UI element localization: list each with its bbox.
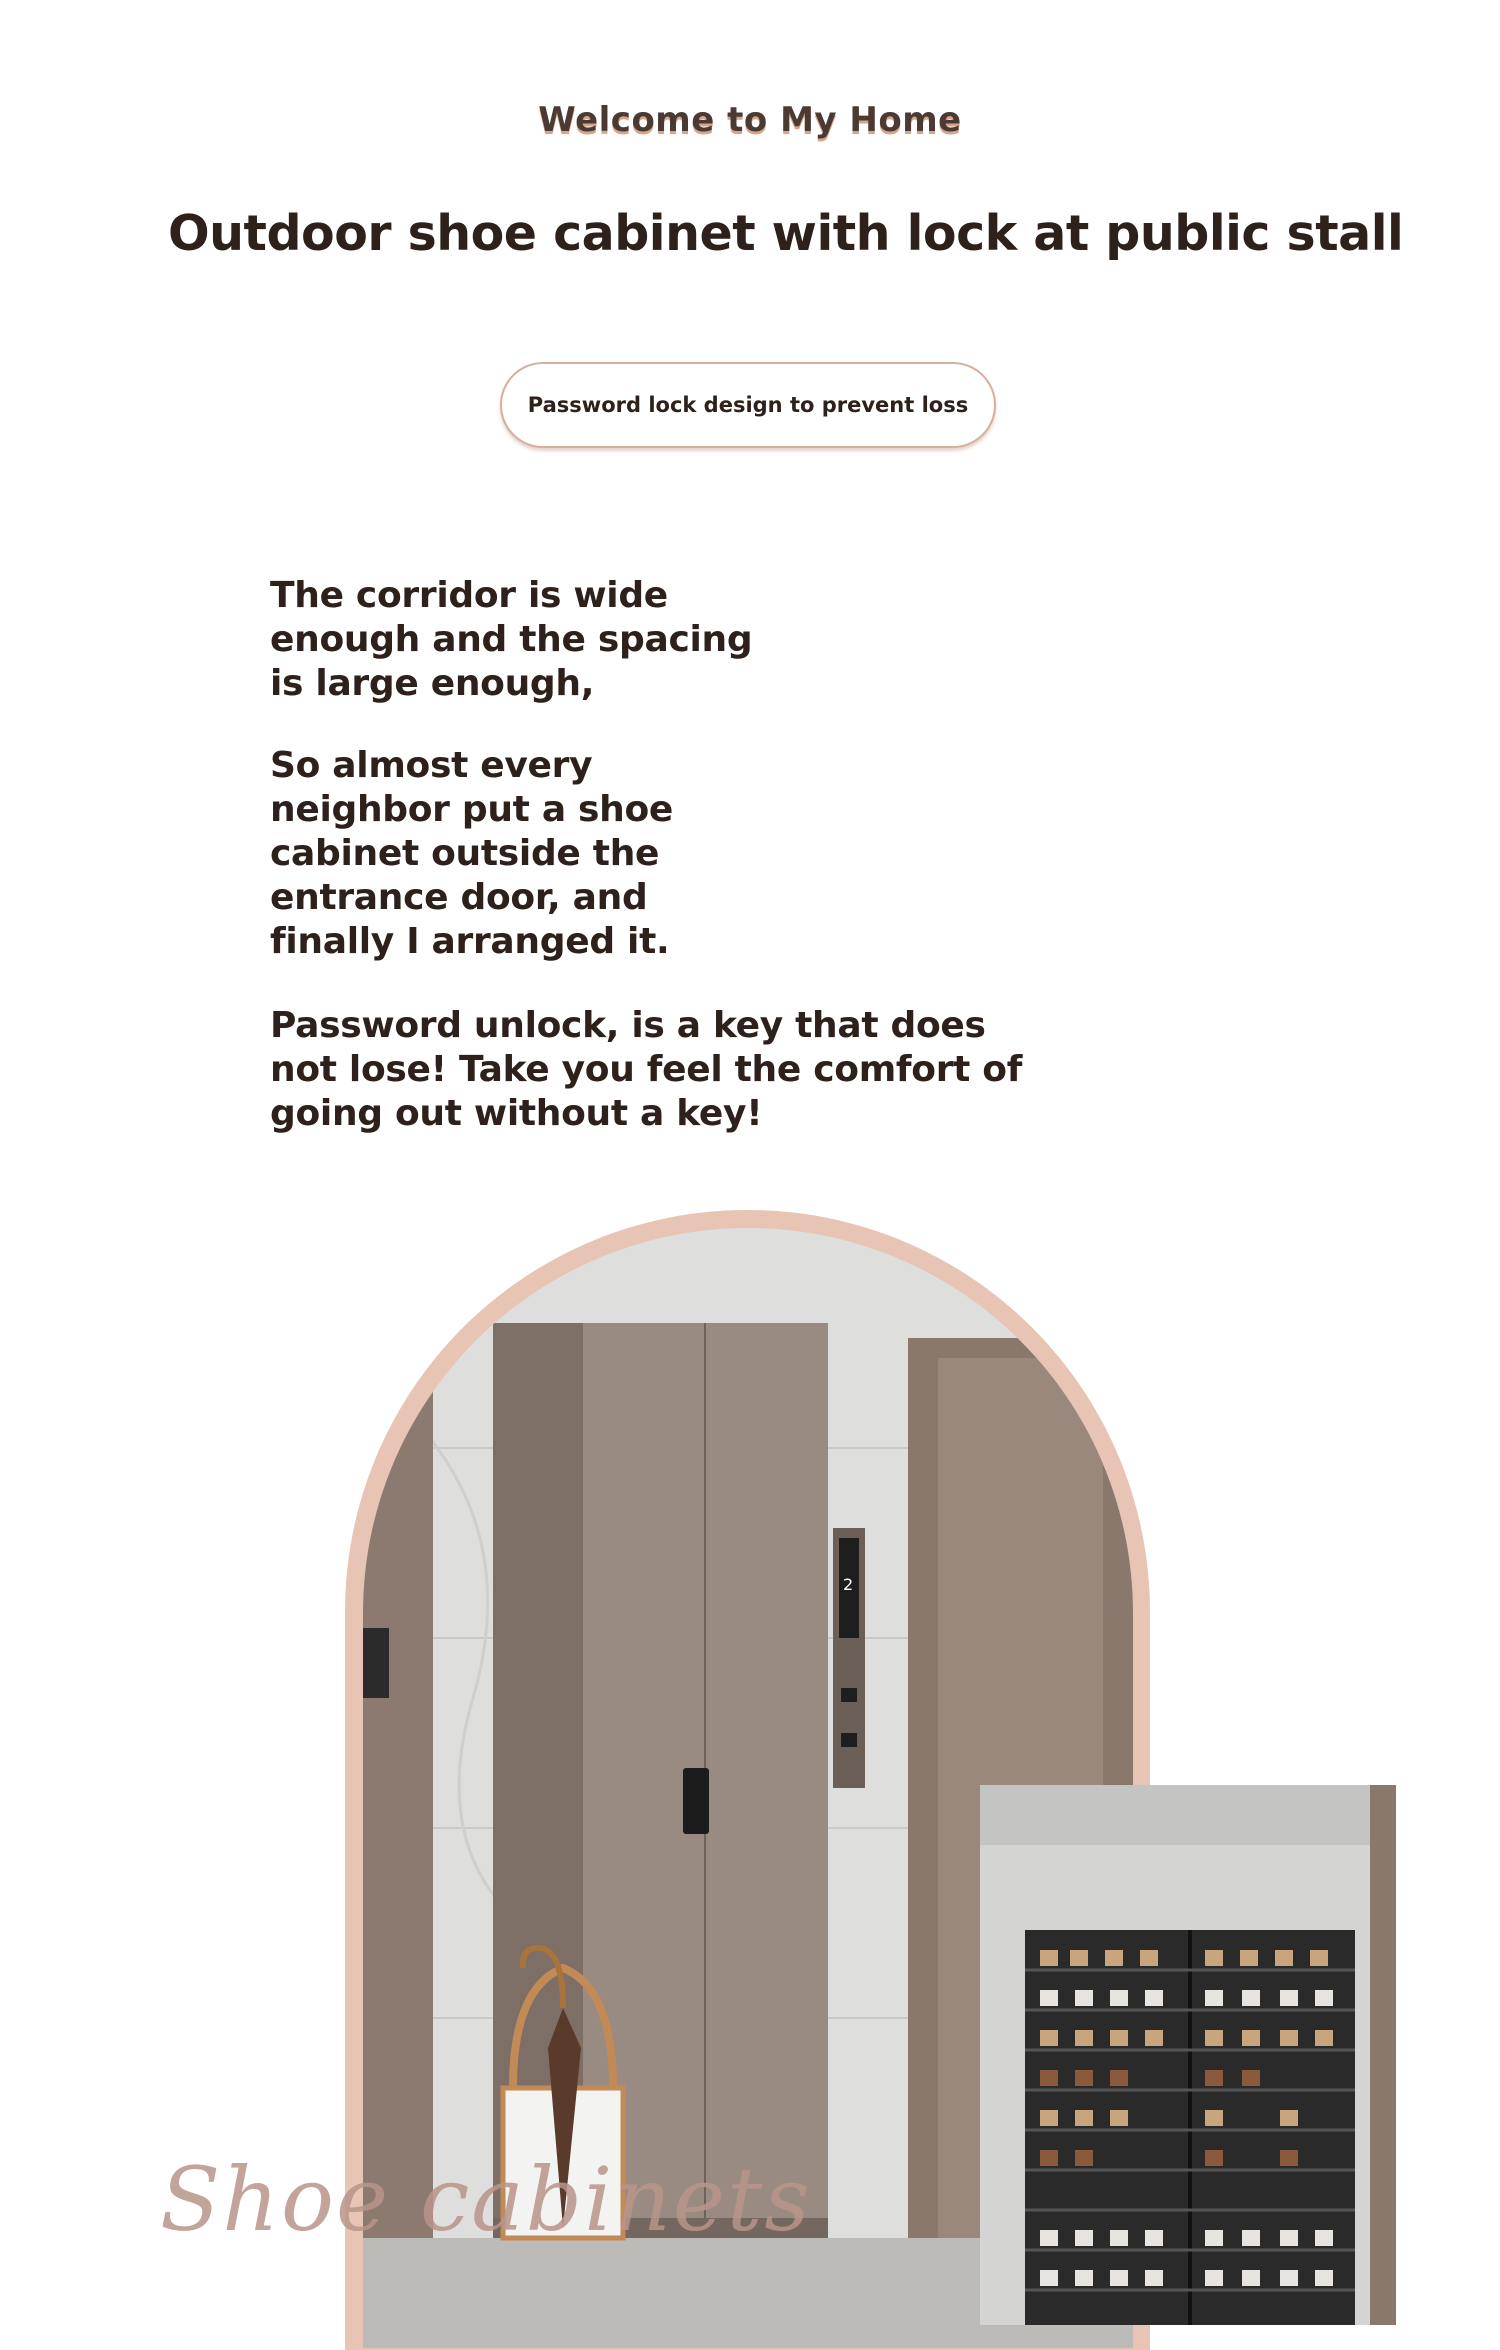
shoe-rack-scene bbox=[980, 1785, 1396, 2325]
elevator-floor-label: 2 bbox=[843, 1575, 854, 1594]
password-lock bbox=[683, 1768, 709, 1834]
description-paragraph-neighbors: So almost every neighbor put a shoe cabinet outside the entrance door, and finally I arranged it. bbox=[270, 745, 674, 962]
description-paragraph-password: Password unlock, is a key that does not lose! Take you feel the comfort of going out without a key! bbox=[270, 1005, 1023, 1134]
feature-badge: Password lock design to prevent loss bbox=[500, 362, 996, 448]
welcome-heading: Welcome to My Home bbox=[538, 100, 962, 140]
description-paragraph-corridor: The corridor is wide enough and the spacing is large enough, bbox=[270, 575, 753, 704]
image-caption: Shoe cabinets bbox=[160, 2148, 812, 2251]
page-title: Outdoor shoe cabinet with lock at public stall bbox=[168, 205, 1404, 262]
open-cabinet-photo bbox=[980, 1785, 1396, 2325]
left-keypad bbox=[363, 1628, 389, 1698]
